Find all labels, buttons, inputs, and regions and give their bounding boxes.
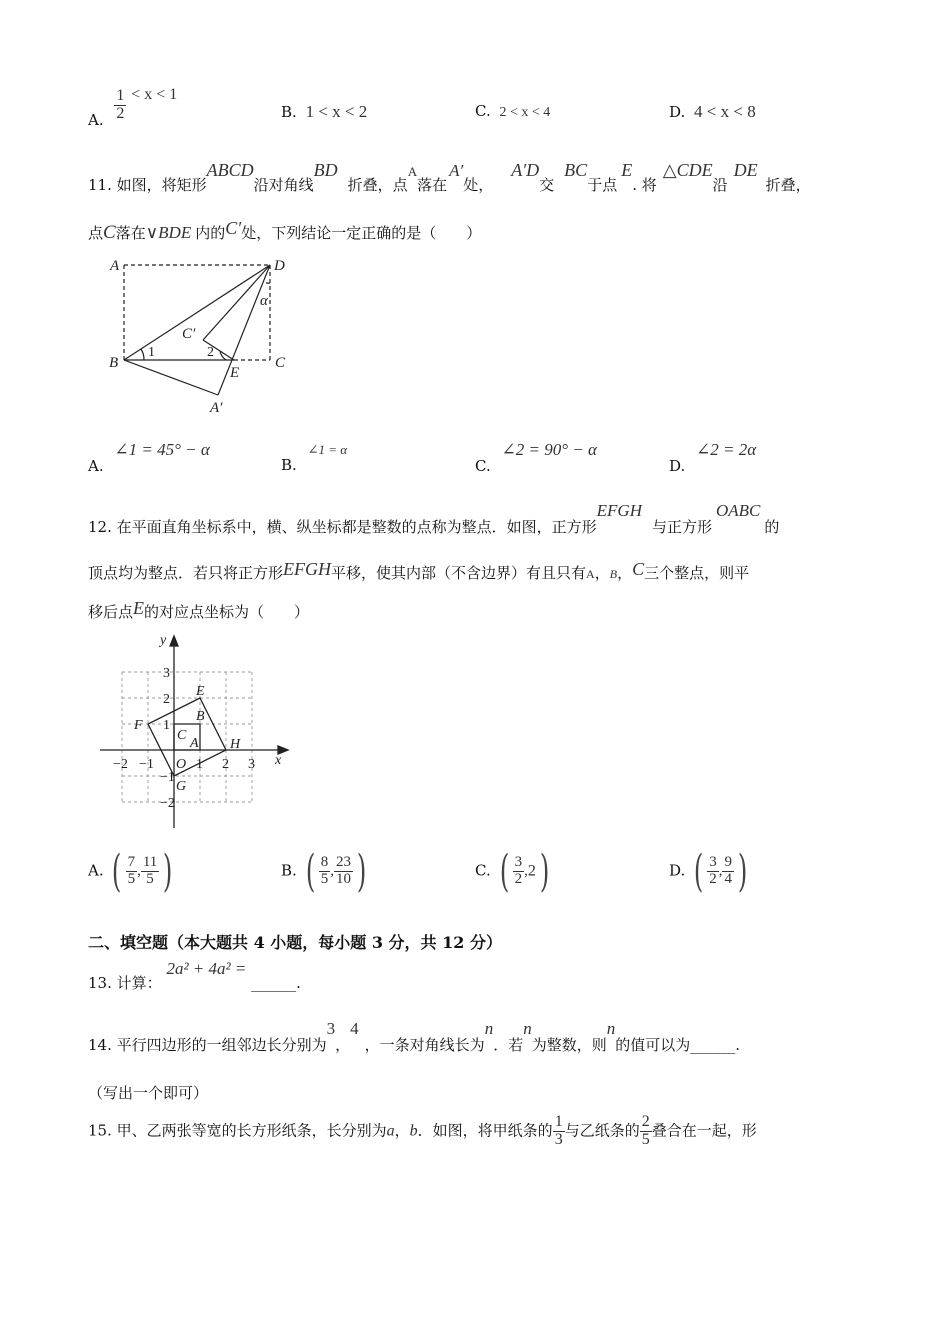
- q12-option-b: B. ( $\frac{8}{5}$ , $\frac{23}{10}$ ): [281, 846, 367, 897]
- y-tick-label: −2: [160, 796, 175, 811]
- q11-option-c: C. ∠2 = 90° − α: [475, 440, 597, 475]
- label-e: E: [230, 365, 240, 381]
- q11-option-a: A. ∠1 = 45° − α: [88, 440, 210, 475]
- q10-option-a: A. $\frac{1}{2}$ < x < 1: [88, 86, 178, 130]
- q13-line: 13. 计算： 2a² + 4a² = ______.: [88, 959, 301, 992]
- point-label-a: A: [190, 736, 199, 751]
- y-tick-label: 2: [163, 692, 170, 707]
- label-angle-1: 1: [148, 345, 155, 360]
- x-tick-label: 1: [196, 757, 203, 772]
- q12-figure: [96, 632, 296, 832]
- x-tick-label: −1: [139, 757, 154, 772]
- y-tick-label: −1: [160, 770, 175, 785]
- q14-line-1: 14. 平行四边形的一组邻边长分别为3，4，一条对角线长为n．若n为整数，则n的值可以为______.: [88, 1019, 740, 1054]
- label-a: A: [110, 258, 120, 274]
- q12-option-c: C. ( $\frac{3}{2}$ ,2): [475, 846, 550, 897]
- q14-note: （写出一个即可）: [88, 1084, 209, 1102]
- q10-option-c: C. 2 < x < 4: [475, 102, 551, 120]
- q12-option-d: D. ( $\frac{3}{2}$ , $\frac{9}{4}$ ): [669, 846, 748, 897]
- q12-line-3: 移后点E的对应点坐标为（ ）: [88, 598, 310, 621]
- section-2-title: 二、填空题（本大题共 4 小题，每小题 3 分，共 12 分）: [88, 933, 502, 952]
- label-angle-2: 2: [207, 345, 214, 360]
- segment-a-prime-d: [218, 265, 270, 395]
- axis-y-label: y: [160, 633, 167, 648]
- q12-line-2: 顶点均为整点．若只将正方形EFGH平移，使其内部（不含边界）有且只有A，B，C三个整点，则平: [88, 559, 750, 582]
- q12-line-1: 12. 在平面直角坐标系中，横、纵坐标都是整数的点称为整点．如图，正方形EFGH与正方形OABC的: [88, 501, 780, 536]
- segment-ba-prime: [124, 360, 218, 395]
- q11-option-b: B. ∠1 = α: [281, 442, 348, 474]
- point-label-b: B: [196, 709, 205, 724]
- label-a-prime: A′: [210, 400, 223, 416]
- q10-option-d: D. 4 < x < 8: [669, 102, 756, 121]
- point-label-g: G: [176, 779, 187, 794]
- y-tick-label: 3: [163, 666, 170, 681]
- x-tick-label: 3: [248, 757, 255, 772]
- q10-option-b: B. 1 < x < 2: [281, 102, 368, 121]
- x-tick-label: 2: [222, 757, 229, 772]
- label-alpha: α: [260, 293, 268, 309]
- q11-line-2: 点C落在∨BDE 内的C′处，下列结论一定正确的是（ ）: [88, 218, 482, 243]
- q10-option-a-fraction: $\frac{1}{2}$: [116, 87, 125, 122]
- q12-option-a: A. ( $\frac{7}{5}$ , $\frac{11}{5}$ ): [88, 846, 173, 897]
- label-c: C: [275, 355, 286, 371]
- x-tick-label: −2: [113, 757, 128, 772]
- square-efgh: [148, 698, 226, 776]
- point-label-h: H: [230, 737, 241, 752]
- q15-line-1: 15. 甲、乙两张等宽的长方形纸条，长分别为a，b．如图，将甲纸条的 $\frac{1}{3}$ 与乙纸条的 $\frac{2}{5}$ 叠合在一起，形: [88, 1113, 757, 1148]
- label-c-prime: C′: [182, 326, 196, 342]
- q11-line-1: 11. 如图，将矩形ABCD沿对角线BD折叠，点A落在A′处，A′D交BC于点E. 将△CDE沿DE折叠，: [88, 160, 811, 194]
- point-label-c: C: [177, 728, 187, 743]
- label-d: D: [274, 258, 285, 274]
- point-label-f: F: [134, 718, 143, 733]
- q11-figure: [100, 250, 310, 420]
- point-label-o: O: [176, 757, 187, 772]
- segment-bd: [124, 265, 270, 360]
- point-label-e: E: [196, 684, 205, 699]
- angle-1-arc: [141, 349, 144, 360]
- axis-x-label: x: [275, 753, 282, 768]
- q11-option-d: D. ∠2 = 2α: [669, 440, 757, 475]
- y-axis-arrow: [170, 636, 178, 646]
- label-b: B: [109, 355, 119, 371]
- y-tick-label: 1: [163, 718, 170, 733]
